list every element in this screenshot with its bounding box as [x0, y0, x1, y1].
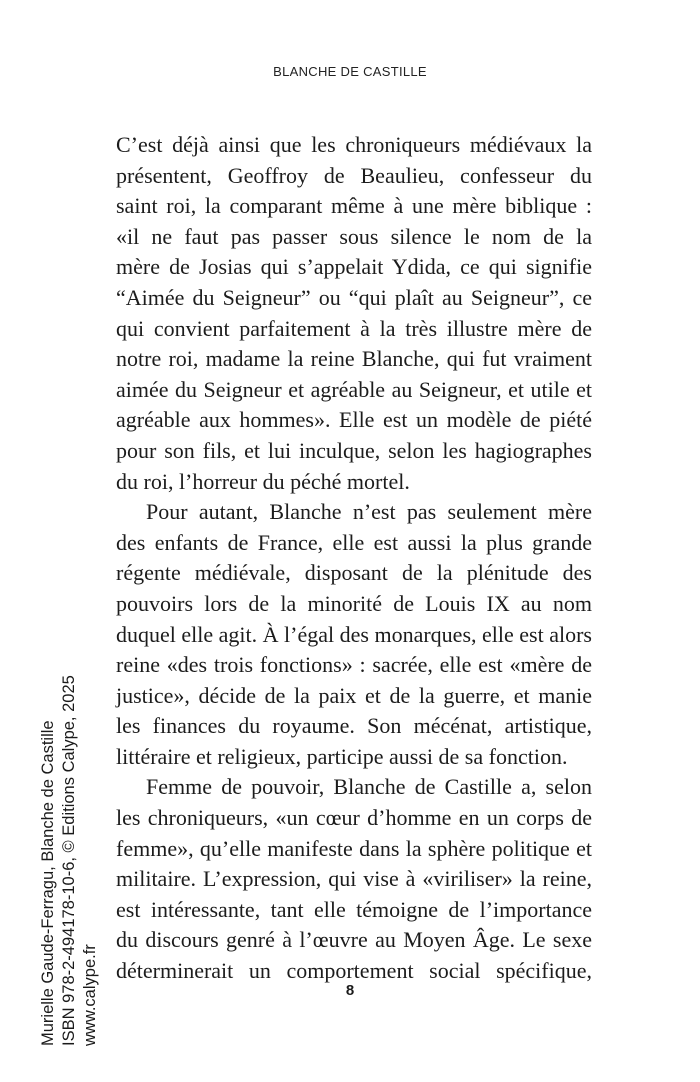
side-credit [38, 675, 101, 1046]
text-line: saint roi, la comparant même à une mère biblique : [116, 193, 592, 219]
text-line: militaire. L’expression, qui vise à «viriliser» la reine, [116, 866, 592, 892]
text-line: Pour autant, Blanche n’est pas seulement mère [146, 499, 592, 525]
text-line: reine «des trois fonctions» : sacrée, elle est «mère de [116, 652, 592, 678]
running-head: BLANCHE DE CASTILLE [273, 64, 427, 79]
credit-isbn: ISBN 978-2-494178-10-6, © Editions Calype, 2025 [60, 675, 78, 1046]
text-line: agréable aux hommes». Elle est un modèle de piété [116, 407, 592, 433]
text-line: pouvoirs lors de la minorité de Louis IX au nom [116, 590, 592, 616]
text-line: littéraire et religieux, participe aussi de sa fonction. [116, 743, 568, 769]
text-line: Femme de pouvoir, Blanche de Castille a, selon [146, 774, 592, 800]
credit-author-title: Murielle Gaude-Ferragu, Blanche de Castille [39, 720, 57, 1046]
text-line: régente médiévale, disposant de la plénitude des [116, 560, 592, 586]
paragraph-1 [116, 130, 592, 497]
text-line: les chroniqueurs, «un cœur d’homme en un corps de [116, 805, 592, 831]
text-line: mère de Josias qui s’appelait Ydida, ce qui signifie [116, 254, 592, 280]
text-line: du discours genré à l’œuvre au Moyen Âge. Le sexe [116, 927, 592, 953]
paragraph-3 [116, 772, 592, 986]
text-line: duquel elle agit. À l’égal des monarques, elle est alors [116, 621, 592, 647]
body-text [116, 130, 592, 987]
text-line: notre roi, madame la reine Blanche, qui fut vraiment [116, 346, 592, 372]
text-line: est intéressante, tant elle témoigne de l’importance [116, 896, 592, 922]
paragraph-2 [116, 497, 592, 772]
page-number: 8 [345, 982, 355, 999]
text-line: femme», qu’elle manifeste dans la sphère politique et [116, 835, 592, 861]
credit-website[interactable]: www.calype.fr [81, 944, 99, 1046]
text-line: C’est déjà ainsi que les chroniqueurs médiévaux la [116, 132, 592, 157]
text-line: des enfants de France, elle est aussi la plus grande [116, 529, 592, 555]
text-line: aimée du Seigneur et agréable au Seigneur, et utile et [116, 376, 592, 402]
text-line: qui convient parfaitement à la très illustre mère de [116, 315, 592, 341]
text-line: «il ne faut pas passer sous silence le nom de la [116, 223, 592, 249]
text-line: les finances du royaume. Son mécénat, artistique, [116, 713, 592, 739]
text-line: pour son fils, et lui inculque, selon les hagiographes [116, 437, 592, 463]
text-line: du roi, l’horreur du péché mortel. [116, 468, 410, 494]
text-line: justice», décide de la paix et de la guerre, et manie [116, 682, 592, 708]
text-line: présentent, Geoffroy de Beaulieu, confesseur du [116, 162, 592, 188]
text-line: “Aimée du Seigneur” ou “qui plaît au Seigneur”, ce [116, 284, 592, 310]
text-line: déterminerait un comportement social spécifique, [116, 958, 592, 984]
